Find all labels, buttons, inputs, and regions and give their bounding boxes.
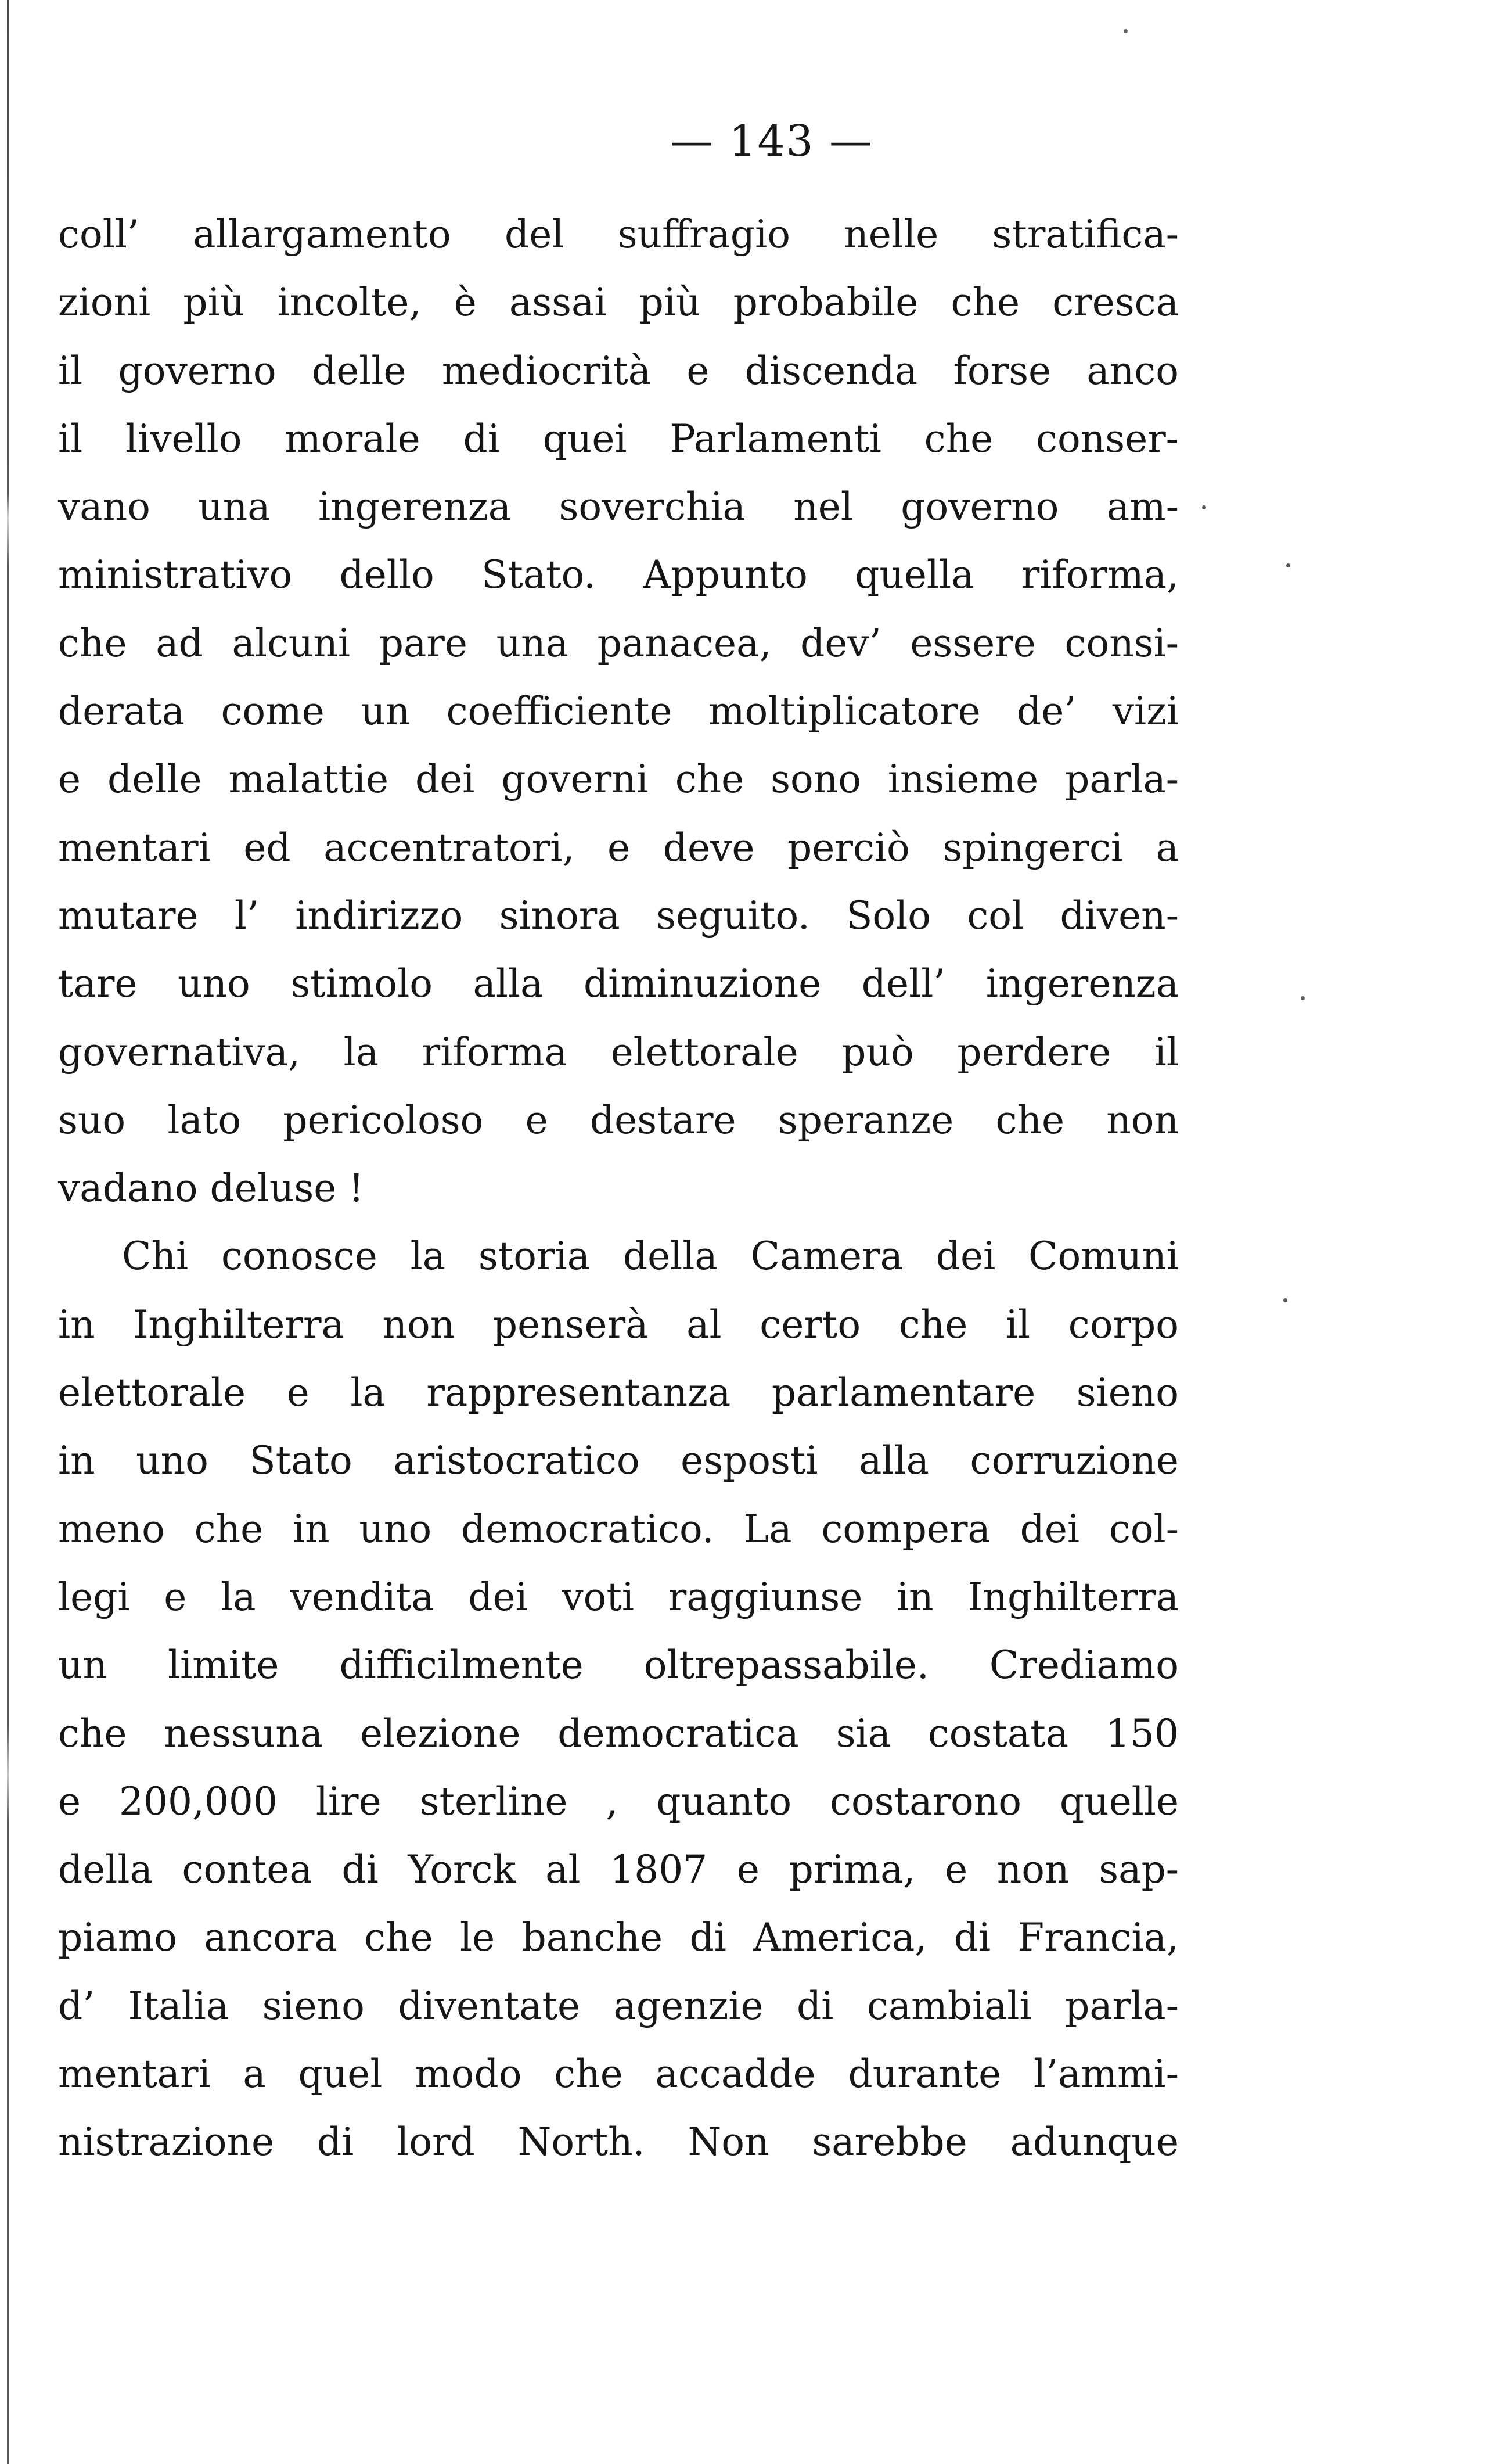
page-edge-line — [7, 0, 9, 2464]
text-line: meno che in uno democratico. La compera dei col- — [58, 1506, 1179, 1551]
text-line: vano una ingerenza soverchia nel governo am- — [58, 484, 1179, 530]
text-line: in uno Stato aristocratico esposti alla corruzione — [58, 1438, 1179, 1484]
text-line: nistrazione di lord North. Non sarebbe adunque — [58, 2120, 1179, 2165]
ink-speck — [1286, 563, 1290, 567]
text-line: e 200,000 lire sterline , quanto costarono quelle — [58, 1779, 1179, 1824]
text-line: d’ Italia sieno diventate agenzie di cambiali parla- — [58, 1983, 1179, 2028]
text-line: elettorale e la rappresentanza parlamentare sieno — [58, 1370, 1179, 1416]
text-line: suo lato pericoloso e destare speranze che non — [58, 1097, 1179, 1143]
text-line: che nessuna elezione democratica sia costata 150 — [58, 1711, 1179, 1756]
text-line: un limite difficilmente oltrepassabile. Crediamo — [58, 1643, 1179, 1688]
page-number: — 143 — — [670, 116, 874, 166]
text-line: governativa, la riforma elettorale può perdere il — [58, 1029, 1179, 1075]
ink-speck — [1202, 505, 1206, 509]
body-text — [58, 200, 1179, 2176]
text-line-paragraph-start: Chi conosce la storia della Camera dei Comuni — [122, 1234, 1179, 1279]
ink-speck — [1124, 29, 1128, 33]
text-line: mentari ed accentratori, e deve perciò spingerci a — [58, 825, 1179, 870]
text-line: coll’ allargamento del suffragio nelle stratifica- — [58, 212, 1179, 257]
text-line: zioni più incolte, è assai più probabile che cresca — [58, 280, 1179, 325]
text-line: il governo delle mediocrità e discenda forse anco — [58, 348, 1179, 393]
text-line: il livello morale di quei Parlamenti che conser- — [58, 416, 1179, 461]
ink-speck — [1283, 1298, 1287, 1302]
text-line: piamo ancora che le banche di America, di Francia, — [58, 1915, 1179, 1960]
text-line: ministrativo dello Stato. Appunto quella riforma, — [58, 552, 1179, 598]
ink-speck — [1301, 996, 1305, 1000]
text-line: mutare l’ indirizzo sinora seguito. Solo col diven- — [58, 893, 1179, 938]
text-line: in Inghilterra non penserà al certo che il corpo — [58, 1302, 1179, 1347]
text-line-paragraph-end: vadano deluse ! — [58, 1166, 364, 1211]
text-line: della contea di Yorck al 1807 e prima, e non sap- — [58, 1847, 1179, 1892]
text-line: derata come un coefficiente moltiplicatore de’ vizi — [58, 689, 1179, 734]
text-line: legi e la vendita dei voti raggiunse in Inghilterra — [58, 1574, 1179, 1619]
text-line: che ad alcuni pare una panacea, dev’ essere consi- — [58, 620, 1179, 666]
text-line: e delle malattie dei governi che sono insieme parla- — [58, 757, 1179, 802]
text-line: mentari a quel modo che accadde durante l’ammi- — [58, 2052, 1179, 2097]
text-line: tare uno stimolo alla diminuzione dell’ ingerenza — [58, 961, 1179, 1007]
